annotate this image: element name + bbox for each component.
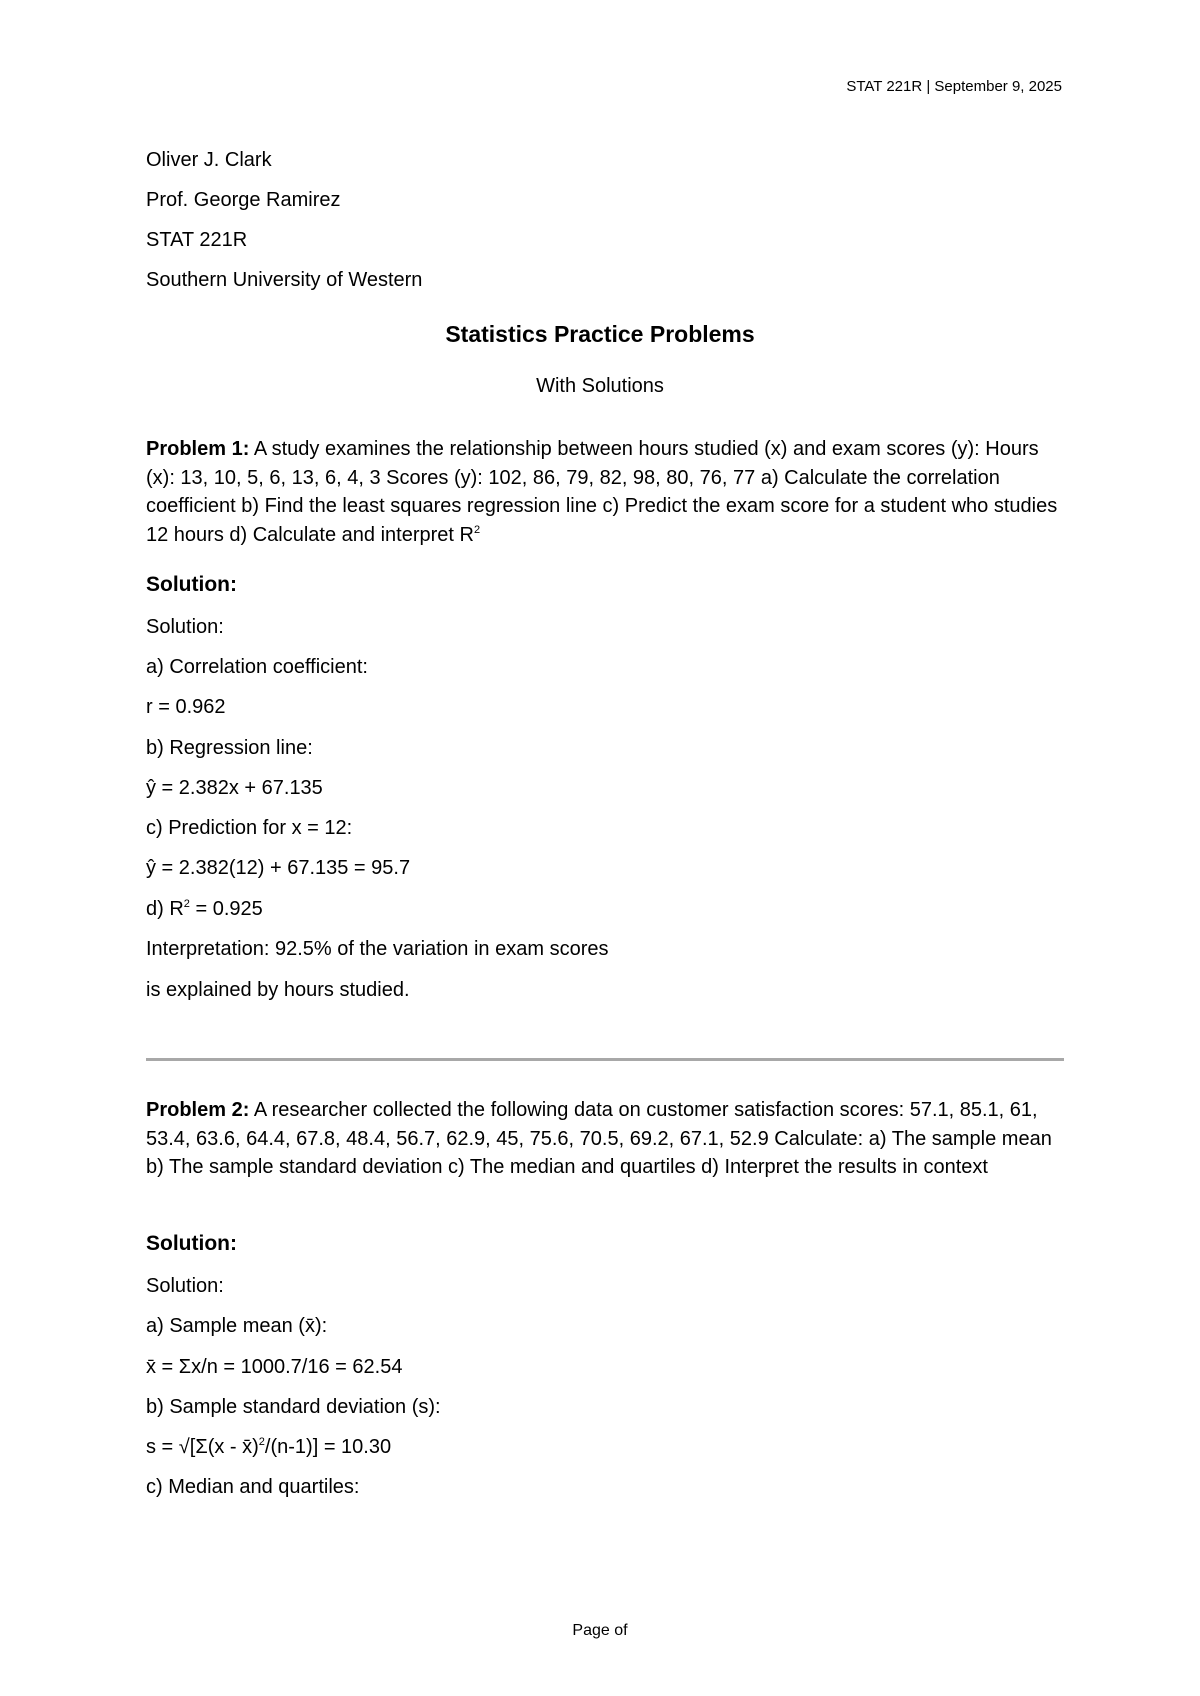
problem-2-statement bbox=[146, 1096, 1066, 1182]
p1-solution-line: r = 0.962 bbox=[146, 696, 226, 718]
p2-solution-line: x̄ = Σx/n = 1000.7/16 = 62.54 bbox=[146, 1356, 403, 1378]
p1-r2-prefix: d) R bbox=[146, 898, 184, 920]
p1-r2-superscript: 2 bbox=[183, 898, 190, 910]
running-header: STAT 221R | September 9, 2025 bbox=[846, 78, 1062, 95]
p2-solution-line: b) Sample standard deviation (s): bbox=[146, 1396, 441, 1418]
p1-solution-line: ŷ = 2.382x + 67.135 bbox=[146, 777, 323, 799]
p1-r2-value: = 0.925 bbox=[189, 898, 263, 920]
problem-1-label: Problem 1: bbox=[146, 438, 250, 460]
problem-2-solution-heading: Solution: bbox=[146, 1232, 237, 1255]
p2-solution-line: c) Median and quartiles: bbox=[146, 1476, 360, 1498]
student-name: Oliver J. Clark bbox=[146, 149, 272, 171]
p2-sd-superscript: 2 bbox=[258, 1436, 265, 1448]
p1-solution-line: a) Correlation coefficient: bbox=[146, 656, 368, 678]
p2-solution-line bbox=[146, 1435, 391, 1459]
problem-1-statement bbox=[146, 435, 1066, 549]
professor-name: Prof. George Ramirez bbox=[146, 189, 341, 211]
problem-1-solution-heading: Solution: bbox=[146, 573, 237, 596]
problem-2-text: A researcher collected the following data on customer satisfaction scores: 57.1, 85.1, 61, 53.4, 63.6, 64.4, 67.8, 48.4, 56.7, 62.9, 45, 75.6, 70.5, 69.2, 67.1, 52.9 Calculate: a) The sample mean b) The sample standard deviation c) The median and quartiles d) Interpret the results in context bbox=[146, 1099, 1052, 1178]
p1-solution-line: Interpretation: 92.5% of the variation in exam scores bbox=[146, 938, 609, 960]
p2-solution-line: a) Sample mean (x̄): bbox=[146, 1315, 328, 1337]
p2-sd-value: /(n-1)] = 10.30 bbox=[264, 1436, 392, 1458]
university-name: Southern University of Western bbox=[146, 269, 423, 291]
section-divider bbox=[146, 1058, 1064, 1061]
p2-sd-prefix: s = √[Σ(x - x̄) bbox=[146, 1436, 259, 1458]
problem-1-text: A study examines the relationship between hours studied (x) and exam scores (y): Hours (x): 13, 10, 5, 6, 13, 6, 4, 3 Scores (y): 102, 86, 79, 82, 98, 80, 76, 77 a) Calculate the correlation coefficient b) Find the least squares regression line c) Predict the exam score for a student who studies 12 hours d) Calculate and interpret R bbox=[146, 438, 1058, 546]
document-subtitle: With Solutions bbox=[536, 375, 664, 397]
course-code: STAT 221R bbox=[146, 229, 248, 251]
p1-solution-line: is explained by hours studied. bbox=[146, 979, 410, 1001]
p1-solution-line: b) Regression line: bbox=[146, 737, 313, 759]
problem-2-label: Problem 2: bbox=[146, 1099, 250, 1121]
problem-1-superscript: 2 bbox=[473, 523, 481, 536]
p1-solution-line: ŷ = 2.382(12) + 67.135 = 95.7 bbox=[146, 857, 411, 879]
p1-solution-line: Solution: bbox=[146, 616, 224, 638]
p1-solution-line: c) Prediction for x = 12: bbox=[146, 817, 353, 839]
p1-solution-line bbox=[146, 897, 263, 921]
page-footer: Page of bbox=[572, 1622, 628, 1639]
document-title: Statistics Practice Problems bbox=[445, 321, 755, 347]
p2-solution-line: Solution: bbox=[146, 1275, 224, 1297]
